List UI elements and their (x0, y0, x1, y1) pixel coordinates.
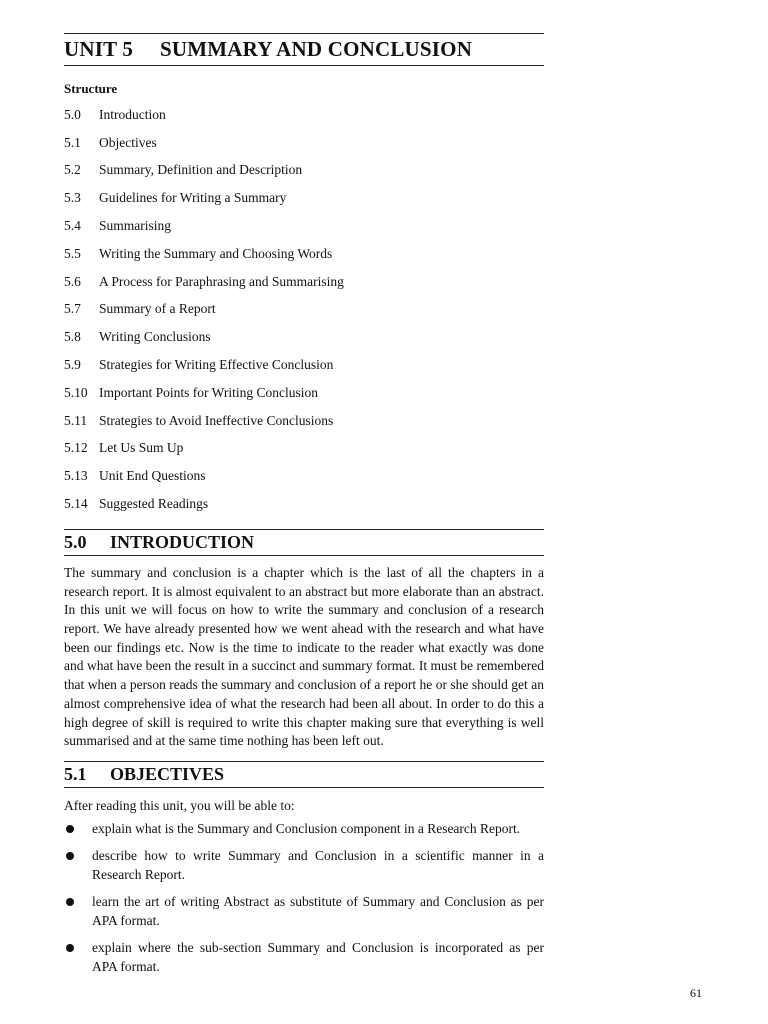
structure-item-number: 5.0 (64, 106, 81, 122)
objective-item (64, 939, 544, 976)
structure-item-number: 5.2 (64, 162, 81, 178)
structure-item-label: Summarising (99, 218, 172, 234)
structure-item-number: 5.8 (64, 329, 81, 345)
structure-item-label: Strategies to Avoid Ineffective Conclusions (99, 412, 334, 428)
structure-item (64, 157, 544, 185)
structure-item (64, 268, 544, 296)
unit-title (64, 34, 544, 65)
structure-list (64, 101, 544, 518)
objective-item (64, 847, 544, 884)
structure-item (64, 490, 544, 518)
objective-text: describe how to write Summary and Conclusion in a scientific manner in a Research Report. (92, 848, 544, 882)
structure-item (64, 351, 544, 379)
introduction-title: INTRODUCTION (110, 531, 255, 552)
objective-text: learn the art of writing Abstract as substitute of Summary and Conclusion as per APA format. (92, 894, 544, 928)
structure-item-label: Writing the Summary and Choosing Words (99, 245, 333, 261)
structure-item-label: Objectives (99, 134, 157, 150)
structure-item-label: A Process for Paraphrasing and Summarising (99, 273, 344, 289)
structure-item (64, 101, 544, 129)
structure-item-number: 5.10 (64, 384, 88, 400)
introduction-number: 5.0 (64, 531, 87, 552)
bullet-icon (64, 893, 92, 930)
objectives-title: OBJECTIVES (110, 763, 225, 784)
structure-item (64, 462, 544, 490)
structure-item-number: 5.11 (64, 412, 88, 428)
structure-item (64, 323, 544, 351)
structure-item-number: 5.6 (64, 273, 81, 289)
objectives-list (64, 820, 544, 977)
structure-item (64, 379, 544, 407)
structure-item (64, 407, 544, 435)
unit-title-rule (64, 65, 544, 66)
page-number: 61 (690, 986, 702, 1000)
structure-item-number: 5.1 (64, 134, 81, 150)
objective-item (64, 893, 544, 930)
structure-item-number: 5.5 (64, 245, 81, 261)
objectives-number: 5.1 (64, 763, 87, 784)
bullet-icon (64, 820, 92, 839)
structure-item-label: Summary of a Report (99, 301, 216, 317)
intro-bottom-rule (64, 555, 544, 556)
bullet-icon (64, 847, 92, 884)
structure-item-label: Important Points for Writing Conclusion (99, 384, 318, 400)
objective-item (64, 820, 544, 839)
structure-item-label: Summary, Definition and Description (99, 162, 303, 178)
objectives-bottom-rule (64, 787, 544, 788)
structure-item-label: Guidelines for Writing a Summary (99, 190, 287, 206)
introduction-paragraph: The summary and conclusion is a chapter which is the last of all the chapters in a research report. It is almost equivalent to an abstract but more elaborate than an abstract. In this unit we will focus on how to write the summary and conclusion of a research report. We have already presented how we went ahead with the research and what have been our findings etc. Now is the time to indicate to the reader what exactly was done and what have been the result in a succinct and summary format. It must be remembered that when a person reads the summary and conclusion of a report he or she should get an almost comprehensive idea of what the research had been all about. In order to do this a high degree of skill is required to write this chapter making sure that everything is well summarised and at the same time nothing has been left out. (64, 564, 544, 749)
structure-item (64, 184, 544, 212)
structure-item-number: 5.13 (64, 468, 88, 484)
structure-item-number: 5.3 (64, 190, 81, 206)
objectives-heading (64, 762, 544, 787)
structure-item-label: Unit End Questions (99, 468, 206, 484)
structure-item (64, 240, 544, 268)
structure-item-number: 5.7 (64, 301, 81, 317)
structure-item-label: Writing Conclusions (99, 329, 211, 345)
unit-heading: SUMMARY AND CONCLUSION (160, 37, 473, 61)
structure-label: Structure (64, 81, 118, 96)
unit-number: UNIT 5 (64, 37, 134, 61)
structure-item-number: 5.9 (64, 357, 81, 373)
objective-text: explain what is the Summary and Conclusion component in a Research Report. (92, 820, 521, 836)
objective-text: explain where the sub-section Summary and Conclusion is incorporated as per APA format. (92, 940, 544, 974)
page-content (64, 0, 544, 985)
structure-item (64, 129, 544, 157)
structure-item (64, 212, 544, 240)
structure-item-number: 5.12 (64, 440, 88, 456)
introduction-heading (64, 530, 544, 555)
structure-item-number: 5.4 (64, 218, 81, 234)
structure-item-label: Suggested Readings (99, 496, 209, 512)
structure-item-number: 5.14 (64, 496, 88, 512)
structure-item (64, 296, 544, 324)
structure-item (64, 435, 544, 463)
objectives-lead: After reading this unit, you will be able to: (64, 797, 295, 813)
structure-item-label: Introduction (99, 106, 166, 122)
bullet-icon (64, 939, 92, 976)
structure-item-label: Let Us Sum Up (99, 440, 184, 456)
structure-item-label: Strategies for Writing Effective Conclusion (99, 357, 334, 373)
